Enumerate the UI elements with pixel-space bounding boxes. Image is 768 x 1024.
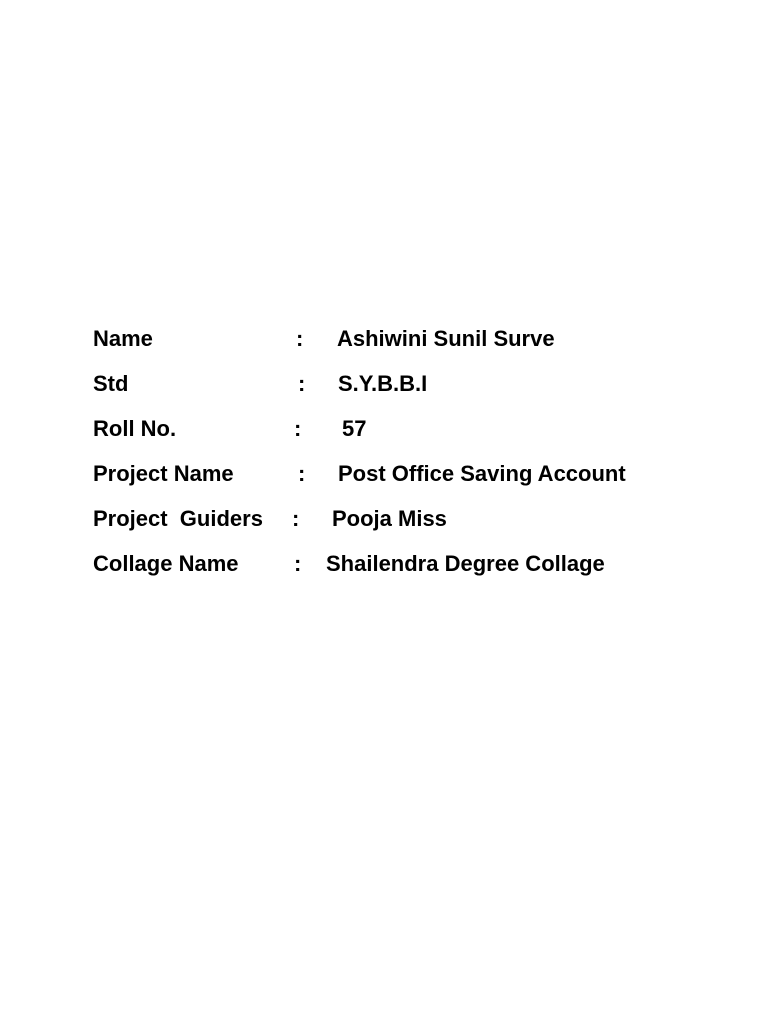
- info-separator: :: [292, 506, 300, 531]
- info-label: Project Name: [93, 461, 234, 486]
- info-row-roll-no: [93, 411, 713, 456]
- info-row-name: [93, 321, 713, 366]
- info-row-project-guiders: [93, 501, 713, 546]
- info-separator: :: [298, 371, 306, 396]
- info-label: Collage Name: [93, 551, 239, 576]
- info-label: Roll No.: [93, 416, 177, 441]
- info-value: Post Office Saving Account: [338, 461, 626, 486]
- info-value: Ashiwini Sunil Surve: [337, 326, 555, 351]
- info-value: Pooja Miss: [332, 506, 447, 531]
- info-separator: :: [296, 326, 304, 351]
- student-info-block: [93, 321, 713, 591]
- info-row-std: [93, 366, 713, 411]
- info-value: S.Y.B.B.I: [338, 371, 428, 396]
- info-separator: :: [294, 551, 302, 576]
- info-value: 57: [342, 416, 367, 441]
- info-separator: :: [298, 461, 306, 486]
- info-value: Shailendra Degree Collage: [326, 551, 605, 576]
- info-label: Project Guiders: [93, 506, 263, 531]
- info-label: Name: [93, 326, 153, 351]
- info-row-collage-name: [93, 546, 713, 591]
- info-separator: :: [294, 416, 302, 441]
- info-label: Std: [93, 371, 129, 396]
- info-row-project-name: [93, 456, 713, 501]
